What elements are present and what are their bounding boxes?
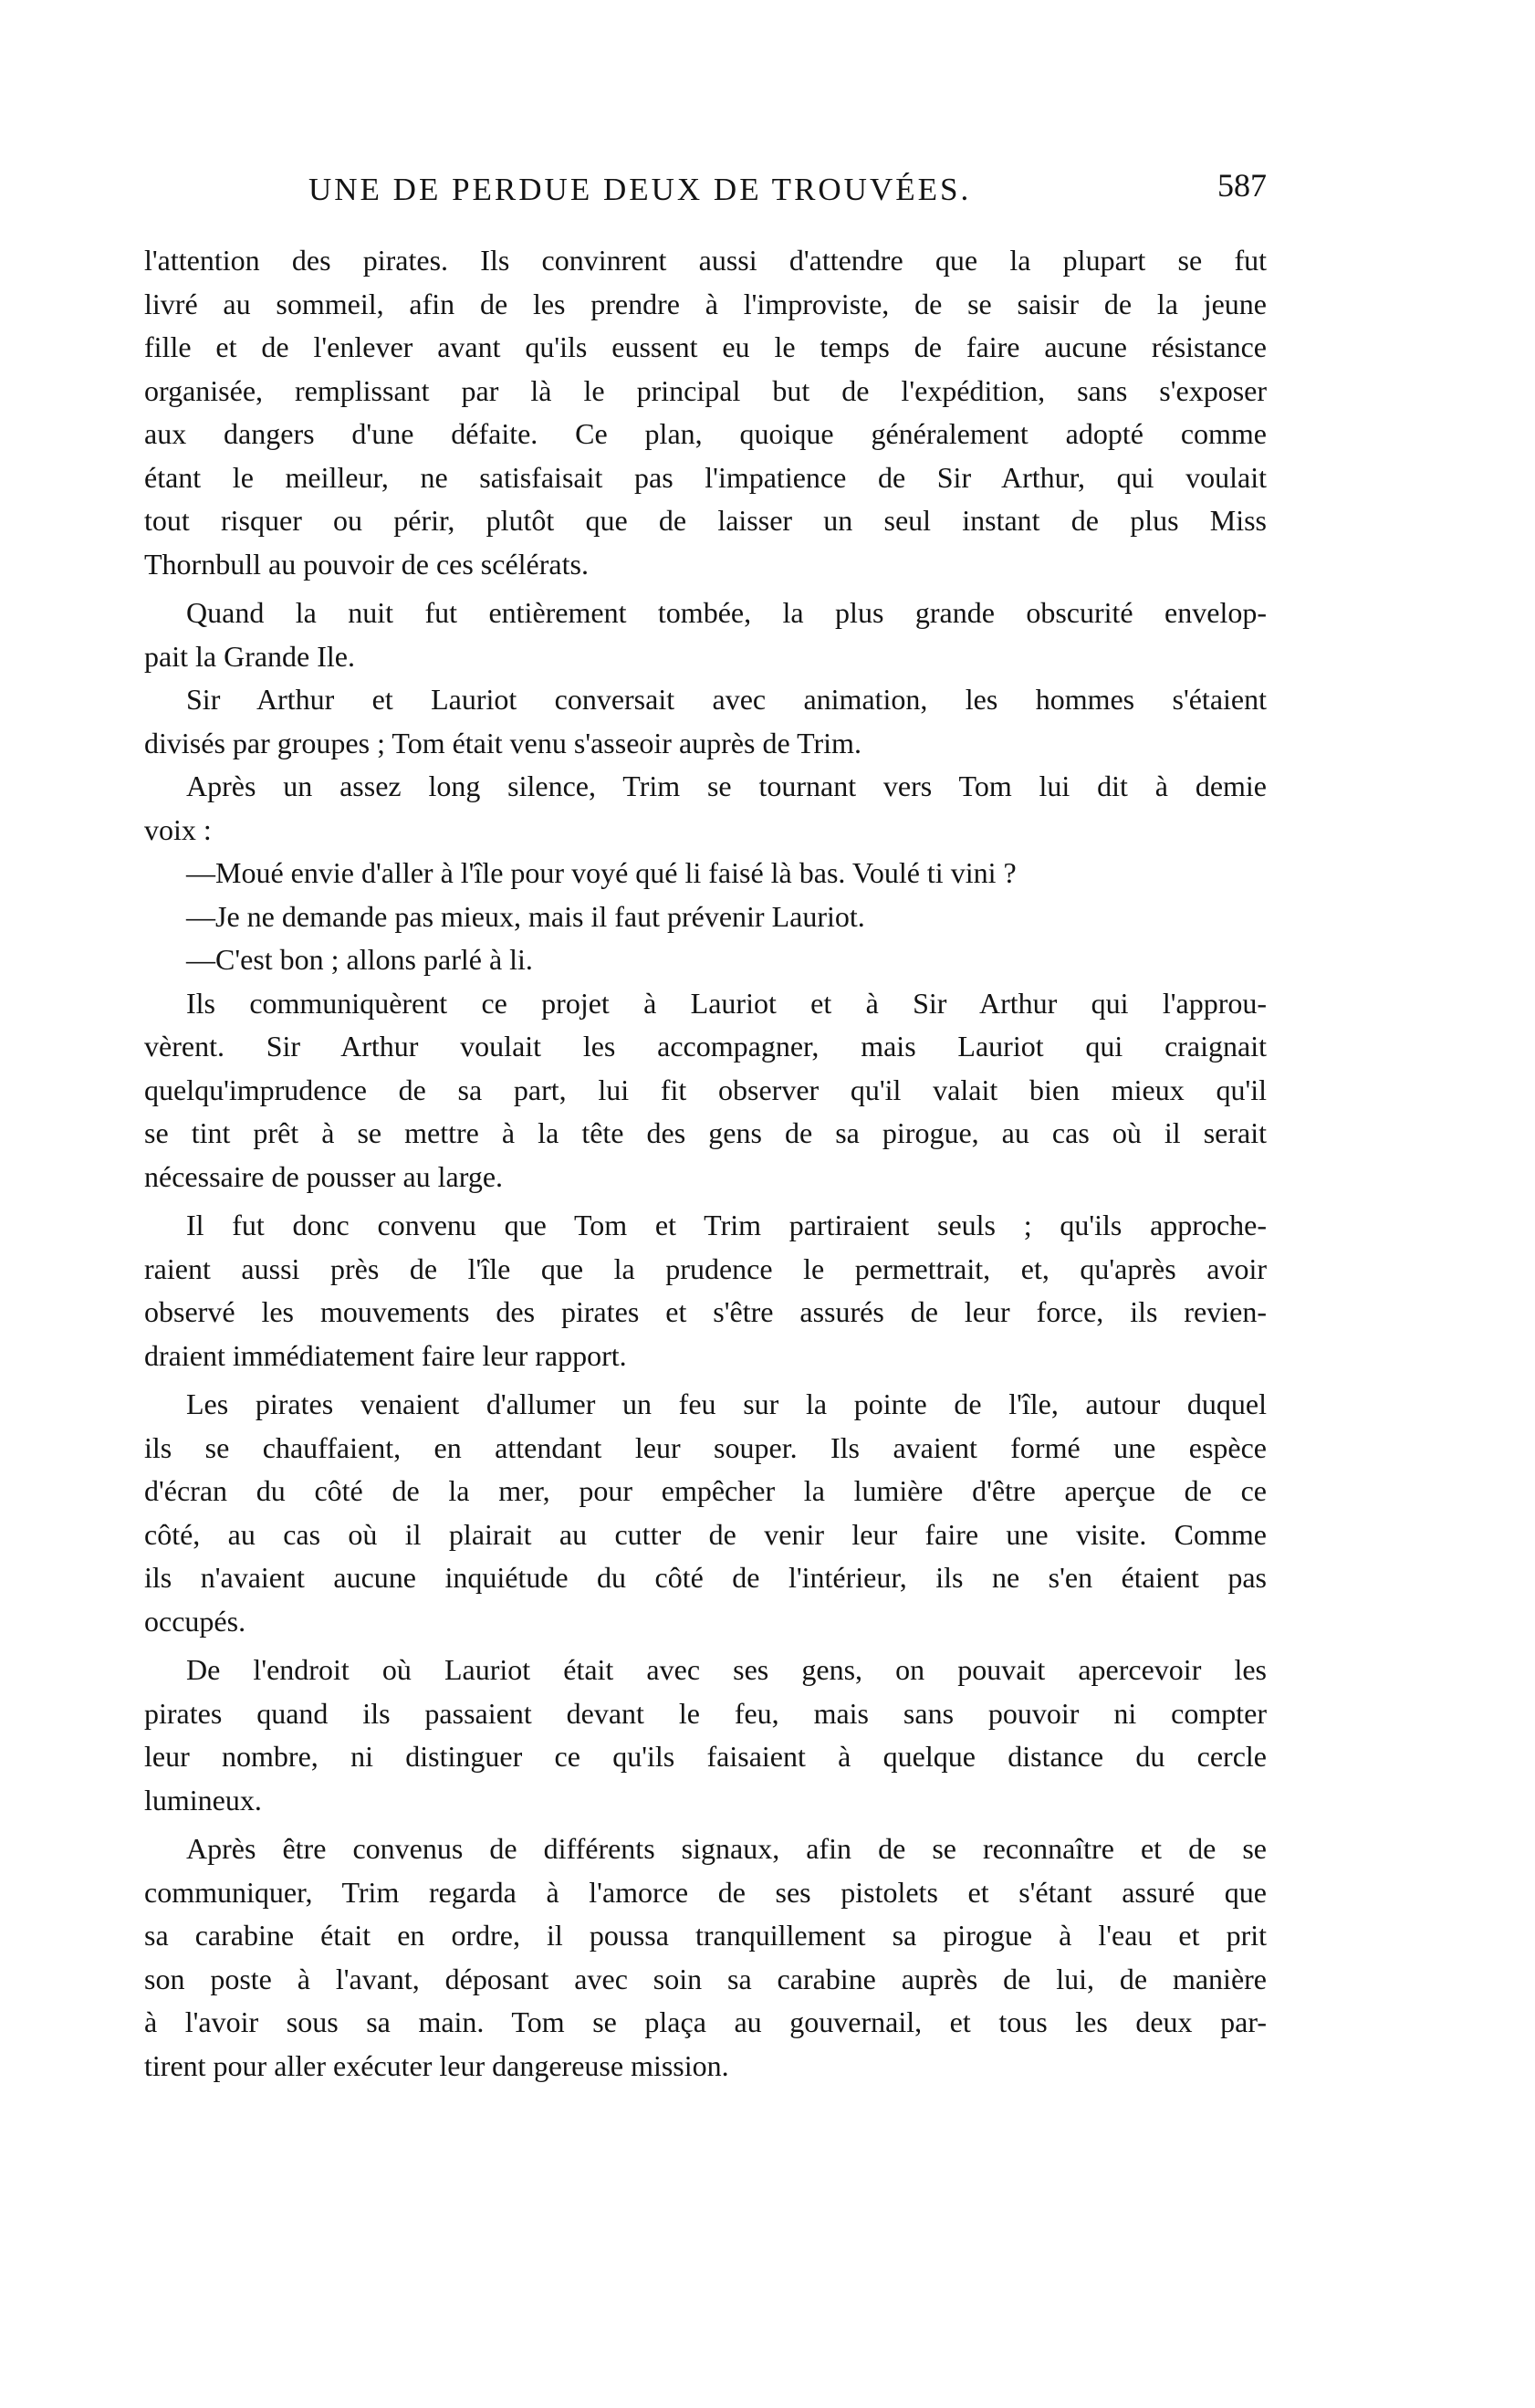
- text-line: occupés.: [144, 1604, 246, 1638]
- text-line: l'attention des pirates. Ils convinrent aussi d'attendre que la plupart se fut: [144, 244, 1267, 277]
- text-line: pait la Grande Ile.: [144, 639, 355, 673]
- text-line: tout risquer ou périr, plutôt que de laisser un seul instant de plus Miss: [144, 504, 1267, 537]
- text-line: pirates quand ils passaient devant le feu, mais sans pouvoir ni compter: [144, 1696, 1267, 1730]
- text-line: Thornbull au pouvoir de ces scélérats.: [144, 547, 589, 581]
- page-number: 587: [1217, 167, 1267, 204]
- text-line: Il fut donc convenu que Tom et Trim partiraient seuls ; qu'ils approche-: [186, 1209, 1267, 1241]
- text-line: quelqu'imprudence de sa part, lui fit observer qu'il valait bien mieux qu'il: [144, 1073, 1267, 1106]
- text-line: Les pirates venaient d'allumer un feu sur la pointe de l'île, autour duquel: [186, 1387, 1267, 1420]
- text-line: Ils communiquèrent ce projet à Lauriot et à Sir Arthur qui l'approu-: [186, 986, 1267, 1020]
- text-line: —Moué envie d'aller à l'île pour voyé qué li faisé là bas. Voulé ti vini ?: [186, 856, 1017, 889]
- text-line: tirent pour aller exécuter leur dangereuse mission.: [144, 2048, 729, 2082]
- text-line: nécessaire de pousser au large.: [144, 1159, 504, 1193]
- text-line: sa carabine était en ordre, il poussa tranquillement sa pirogue à l'eau et prit: [144, 1919, 1267, 1952]
- text-line: ils se chauffaient, en attendant leur souper. Ils avaient formé une espèce: [144, 1430, 1267, 1464]
- text-line: se tint prêt à se mettre à la tête des gens de sa pirogue, au cas où il serait: [144, 1116, 1267, 1149]
- text-line: d'écran du côté de la mer, pour empêcher la lumière d'être aperçue de ce: [144, 1474, 1267, 1507]
- text-line: ils n'avaient aucune inquiétude du côté de l'intérieur, ils ne s'en étaient pas: [144, 1561, 1267, 1594]
- text-line: à l'avoir sous sa main. Tom se plaça au gouvernail, et tous les deux par-: [144, 2005, 1267, 2038]
- text-line: lumineux.: [144, 1783, 262, 1816]
- text-line: son poste à l'avant, déposant avec soin sa carabine auprès de lui, de manière: [144, 1962, 1267, 1995]
- text-line: —Je ne demande pas mieux, mais il faut prévenir Lauriot.: [186, 899, 865, 933]
- text-line: étant le meilleur, ne satisfaisait pas l'impatience de Sir Arthur, qui voulait: [144, 460, 1267, 494]
- body-text: [144, 239, 1267, 2088]
- text-line: Après un assez long silence, Trim se tournant vers Tom lui dit à demie: [186, 770, 1267, 802]
- text-line: leur nombre, ni distinguer ce qu'ils faisaient à quelque distance du cercle: [144, 1740, 1267, 1773]
- text-line: côté, au cas où il plairait au cutter de venir leur faire une visite. Comme: [144, 1517, 1267, 1551]
- text-line: De l'endroit où Lauriot était avec ses gens, on pouvait apercevoir les: [186, 1653, 1267, 1686]
- text-line: —C'est bon ; allons parlé à li.: [186, 943, 533, 976]
- text-line: raient aussi près de l'île que la prudence le permettrait, et, qu'après avoir: [144, 1251, 1267, 1285]
- text-line: vèrent. Sir Arthur voulait les accompagner, mais Lauriot qui craignait: [144, 1030, 1267, 1063]
- text-line: Sir Arthur et Lauriot conversait avec animation, les hommes s'étaient: [186, 683, 1267, 716]
- page-header: [308, 167, 1267, 226]
- text-line: draient immédiatement faire leur rapport.: [144, 1338, 627, 1372]
- text-line: Quand la nuit fut entièrement tombée, la plus grande obscurité envelop-: [186, 596, 1267, 629]
- text-line: voix :: [144, 812, 212, 846]
- text-line: aux dangers d'une défaite. Ce plan, quoique généralement adopté comme: [144, 417, 1267, 450]
- text-line: divisés par groupes ; Tom était venu s'asseoir auprès de Trim.: [144, 726, 861, 759]
- text-line: observé les mouvements des pirates et s'être assurés de leur force, ils revien-: [144, 1295, 1267, 1328]
- text-line: livré au sommeil, afin de les prendre à l'improviste, de se saisir de la jeune: [144, 287, 1267, 320]
- text-line: organisée, remplissant par là le principal but de l'expédition, sans s'exposer: [144, 373, 1267, 407]
- text-line: Après être convenus de différents signaux, afin de se reconnaître et de se: [186, 1832, 1267, 1865]
- text-line: fille et de l'enlever avant qu'ils eussent eu le temps de faire aucune résistance: [144, 330, 1267, 363]
- running-title: UNE DE PERDUE DEUX DE TROUVÉES.: [308, 172, 972, 207]
- text-line: communiquer, Trim regarda à l'amorce de ses pistolets et s'étant assuré que: [144, 1875, 1267, 1909]
